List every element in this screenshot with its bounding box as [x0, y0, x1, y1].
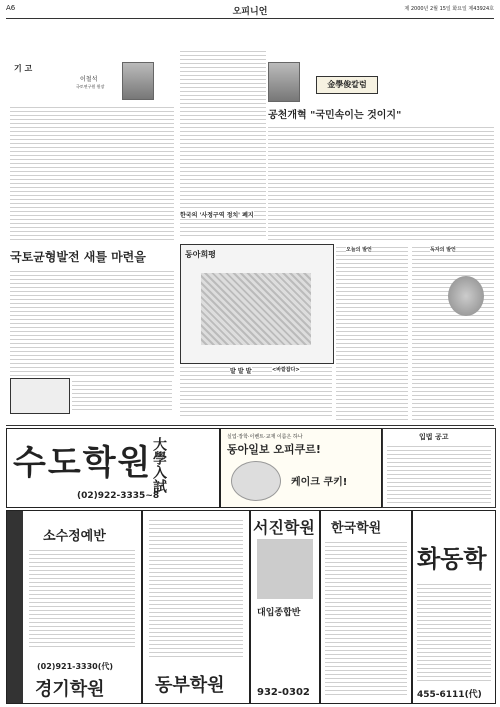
column2-label: 오늘의 발언	[346, 247, 372, 253]
notice-body	[387, 443, 491, 503]
hwadong-name: 화동학	[417, 545, 487, 573]
hwadong-body	[417, 581, 491, 681]
author-name: 이철석	[80, 76, 98, 83]
opinion-label: 발 발 발	[230, 368, 252, 375]
right-body-1	[336, 244, 408, 422]
issue-date: 제 2000년 2월 15일 화요일 제43924호	[404, 6, 494, 12]
page-number: A6	[6, 4, 16, 12]
ad-divider	[6, 425, 494, 426]
seojin-name: 서진학원	[253, 518, 315, 537]
dongbu-academy-ad	[142, 510, 250, 704]
column-right-headline: 공천개혁 "국민속이는 것이지"	[268, 110, 402, 121]
column-banner: 金學俊칼럼	[316, 76, 378, 94]
seojin-academy-ad	[250, 510, 320, 704]
kyunggi-school: 경기학원	[35, 679, 105, 700]
hanguk-academy-ad	[320, 510, 412, 704]
kyunggi-class: 소수정예반	[43, 529, 106, 544]
cartoon-drawing	[201, 273, 311, 345]
donga-olive-ad	[220, 428, 382, 508]
cartoon-frame	[180, 244, 334, 364]
column-body	[10, 104, 174, 242]
author-photo-2	[268, 62, 300, 102]
page-header	[6, 4, 494, 19]
column-body-3	[72, 378, 172, 412]
sudo-brand: 大學入試	[151, 437, 167, 493]
kyunggi-academy-ad	[6, 510, 142, 704]
legislative-notice	[382, 428, 496, 508]
dongbu-name: 동부학원	[155, 675, 225, 696]
hwadong-phone: 455-6111(代)	[417, 690, 482, 700]
small-notice	[10, 378, 70, 414]
donga-line1: 실업·장학·이벤트·교재 이름은 하나	[227, 434, 303, 440]
column-headline: 국토균형발전 새틀 마련을	[10, 250, 146, 264]
kyunggi-phone: (02)921-3330(代)	[37, 662, 114, 671]
notice-title: 입법 공고	[419, 433, 449, 441]
column-body-5	[268, 124, 494, 242]
vertical-banner	[7, 511, 23, 703]
dongbu-body	[149, 517, 243, 657]
cartoon-title: 동아희평	[185, 250, 216, 259]
kyunggi-body	[29, 547, 135, 647]
author-photo	[122, 62, 154, 100]
section-title: 오피니언	[232, 7, 268, 17]
donga-cake: 케이크 쿠키!	[291, 477, 348, 488]
sudo-phone: (02)922-3335~8	[77, 491, 160, 501]
essay-label: <바깥잡다>	[272, 367, 300, 373]
sudo-name: 수도학원	[13, 443, 153, 483]
author-title: 국토연구원 원장	[76, 84, 105, 89]
cake-icon	[231, 461, 281, 501]
seojin-sub: 대입종합반	[257, 608, 301, 618]
right-body-2	[412, 244, 494, 422]
sudo-academy-ad	[6, 428, 220, 508]
reader-label: 독자의 발언	[430, 247, 456, 253]
illustration	[448, 276, 484, 316]
column-kicker: 기 고	[14, 64, 33, 73]
seojin-photo	[257, 539, 313, 599]
seojin-phone: 932-0302	[257, 687, 310, 698]
column-body-2	[10, 268, 174, 376]
hanguk-body	[325, 539, 407, 695]
donga-line2: 동아일보 오피쿠르!	[227, 443, 321, 456]
sub-heading: 한국의 '사정구역 정치' 폐지	[180, 212, 254, 219]
hanguk-name: 한국학원	[331, 521, 382, 536]
hwadong-academy-ad	[412, 510, 496, 704]
